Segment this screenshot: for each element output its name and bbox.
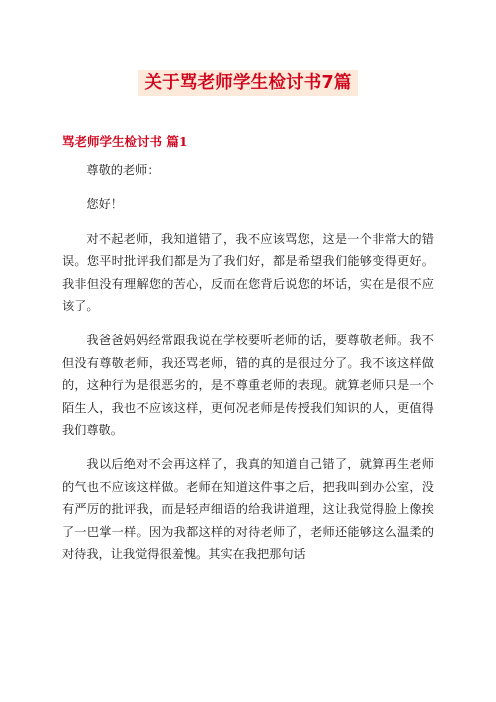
body-paragraph: 我以后绝对不会再这样了，我真的知道自己错了，就算再生老师的气也不应该这样做。老师在知道这件事之后，把我叫到办公室，没有严厉的批评我，而是轻声细语的给我讲道理，这让我觉得脸上像挨了一巴掌一样。因为我都这样的对待老师了，老师还能够这么温柔的对待我，让我觉得很羞愧。其实在我把那句话: [62, 457, 434, 562]
section-heading: 骂老师学生检讨书 篇1: [62, 134, 188, 149]
title-wrapper: [0, 70, 496, 96]
body-paragraph: 对不起老师，我知道错了，我不应该骂您，这是一个非常大的错误。您平时批评我们都是为了我们好，都是希望我们能够变得更好。我非但没有理解您的苦心，反而在您背后说您的坏话，实在是很不应该了。: [62, 231, 434, 314]
greeting: 您好！: [86, 197, 123, 212]
document-title: 关于骂老师学生检讨书7篇: [138, 70, 357, 96]
document-body: [62, 159, 434, 578]
salutation: 尊敬的老师：: [86, 163, 160, 177]
body-paragraph: 我爸爸妈妈经常跟我说在学校要听老师的话，要尊敬老师。我不但没有尊敬老师，我还骂老师，错的真的是很过分了。我不该这样做的，这种行为是很恶劣的，是不尊重老师的表现。就算老师只是一个陌生人，我也不应该这样，更何况老师是传授我们知识的人，更值得我们尊敬。: [62, 333, 434, 438]
